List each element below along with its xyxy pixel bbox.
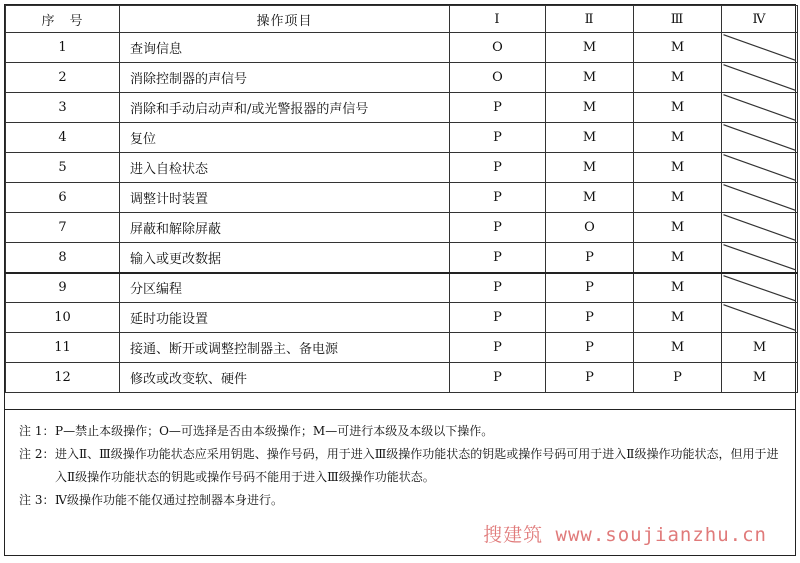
table-row (6, 243, 798, 273)
level-3-cell: M (634, 273, 722, 303)
note-2 (19, 443, 785, 489)
table-row (6, 273, 798, 303)
row-number-cell: 8 (6, 243, 120, 273)
level-2-cell: P (546, 333, 634, 363)
operation-item-cell: 输入或更改数据 (120, 243, 450, 273)
not-applicable-diagonal (722, 123, 797, 152)
table-row (6, 93, 798, 123)
operation-item-cell: 修改或改变软、硬件 (120, 363, 450, 393)
level-4-cell: M (722, 363, 798, 393)
level-4-cell (722, 63, 798, 93)
operation-level-table (5, 5, 798, 393)
level-4-cell (722, 213, 798, 243)
level-1-cell: P (450, 243, 546, 273)
not-applicable-diagonal (722, 153, 797, 182)
table-row (6, 183, 798, 213)
row-number-cell: 11 (6, 333, 120, 363)
level-1-cell: P (450, 123, 546, 153)
operation-item-cell: 进入自检状态 (120, 153, 450, 183)
not-applicable-diagonal (722, 183, 797, 212)
header-level-4: Ⅳ (722, 6, 798, 33)
operation-item-cell: 接通、断开或调整控制器主、备电源 (120, 333, 450, 363)
operation-item-cell: 延时功能设置 (120, 303, 450, 333)
row-number-cell: 5 (6, 153, 120, 183)
note-label: 注 3： (19, 493, 55, 507)
table-row (6, 333, 798, 363)
row-number-cell: 6 (6, 183, 120, 213)
notes-section (5, 409, 795, 512)
level-1-cell: P (450, 93, 546, 123)
note-3 (19, 489, 785, 512)
level-3-cell: M (634, 63, 722, 93)
level-4-cell (722, 273, 798, 303)
note-text: P—禁止本级操作；O—可选择是否由本级操作；M—可进行本级及本级以下操作。 (55, 424, 494, 438)
level-1-cell: O (450, 63, 546, 93)
level-3-cell: M (634, 33, 722, 63)
level-2-cell: M (546, 183, 634, 213)
level-4-cell (722, 153, 798, 183)
level-3-cell: M (634, 153, 722, 183)
level-4-cell (722, 93, 798, 123)
not-applicable-diagonal (722, 303, 797, 332)
header-operation: 操作项目 (120, 6, 450, 33)
operation-item-cell: 调整计时装置 (120, 183, 450, 213)
row-number-cell: 12 (6, 363, 120, 393)
level-1-cell: P (450, 363, 546, 393)
level-2-cell: P (546, 243, 634, 273)
level-2-cell: M (546, 33, 634, 63)
operation-item-cell: 复位 (120, 123, 450, 153)
table-row (6, 303, 798, 333)
operation-item-cell: 消除控制器的声信号 (120, 63, 450, 93)
level-3-cell: P (634, 363, 722, 393)
row-number-cell: 7 (6, 213, 120, 243)
level-1-cell: P (450, 183, 546, 213)
level-4-cell (722, 33, 798, 63)
row-number-cell: 2 (6, 63, 120, 93)
header-seq: 序 号 (6, 6, 120, 33)
note-label: 注 2： (19, 447, 55, 461)
row-number-cell: 3 (6, 93, 120, 123)
level-1-cell: P (450, 303, 546, 333)
not-applicable-diagonal (722, 33, 797, 62)
table-row (6, 63, 798, 93)
level-3-cell: M (634, 243, 722, 273)
level-4-cell (722, 243, 798, 273)
row-number-cell: 4 (6, 123, 120, 153)
header-level-3: Ⅲ (634, 6, 722, 33)
operation-item-cell: 消除和手动启动声和/或光警报器的声信号 (120, 93, 450, 123)
level-2-cell: P (546, 273, 634, 303)
operation-item-cell: 分区编程 (120, 273, 450, 303)
watermark: 搜建筑 www.soujianzhu.cn (483, 524, 767, 546)
not-applicable-diagonal (722, 243, 797, 272)
level-1-cell: P (450, 273, 546, 303)
not-applicable-diagonal (722, 213, 797, 242)
level-1-cell: P (450, 333, 546, 363)
level-2-cell: M (546, 153, 634, 183)
table-row (6, 33, 798, 63)
document-sheet (4, 4, 796, 556)
note-text: Ⅳ级操作功能不能仅通过控制器本身进行。 (55, 493, 283, 507)
level-3-cell: M (634, 123, 722, 153)
level-4-cell (722, 123, 798, 153)
level-3-cell: M (634, 303, 722, 333)
level-2-cell: P (546, 303, 634, 333)
row-number-cell: 1 (6, 33, 120, 63)
note-text: 进入Ⅱ、Ⅲ级操作功能状态应采用钥匙、操作号码，用于进入Ⅲ级操作功能状态的钥匙或操作号码可用于进入Ⅱ级操作功能状态，但用于进入Ⅱ级操作功能状态的钥匙或操作号码不能用于进入Ⅲ级操作功能状态。 (55, 447, 779, 484)
operation-item-cell: 屏蔽和解除屏蔽 (120, 213, 450, 243)
level-1-cell: P (450, 153, 546, 183)
table-header-row (6, 6, 798, 33)
level-3-cell: M (634, 213, 722, 243)
operation-item-cell: 查询信息 (120, 33, 450, 63)
level-1-cell: P (450, 213, 546, 243)
table-row (6, 123, 798, 153)
table-row (6, 363, 798, 393)
level-2-cell: M (546, 123, 634, 153)
table-row (6, 153, 798, 183)
row-number-cell: 10 (6, 303, 120, 333)
level-2-cell: P (546, 363, 634, 393)
level-4-cell (722, 183, 798, 213)
level-2-cell: M (546, 63, 634, 93)
level-3-cell: M (634, 93, 722, 123)
header-level-1: Ⅰ (450, 6, 546, 33)
table-row (6, 213, 798, 243)
not-applicable-diagonal (722, 274, 797, 303)
level-4-cell (722, 303, 798, 333)
level-3-cell: M (634, 183, 722, 213)
row-number-cell: 9 (6, 273, 120, 303)
level-3-cell: M (634, 333, 722, 363)
level-2-cell: O (546, 213, 634, 243)
header-level-2: Ⅱ (546, 6, 634, 33)
note-label: 注 1： (19, 424, 55, 438)
level-1-cell: O (450, 33, 546, 63)
level-2-cell: M (546, 93, 634, 123)
note-1 (19, 420, 785, 443)
level-4-cell: M (722, 333, 798, 363)
not-applicable-diagonal (722, 63, 797, 92)
not-applicable-diagonal (722, 93, 797, 122)
